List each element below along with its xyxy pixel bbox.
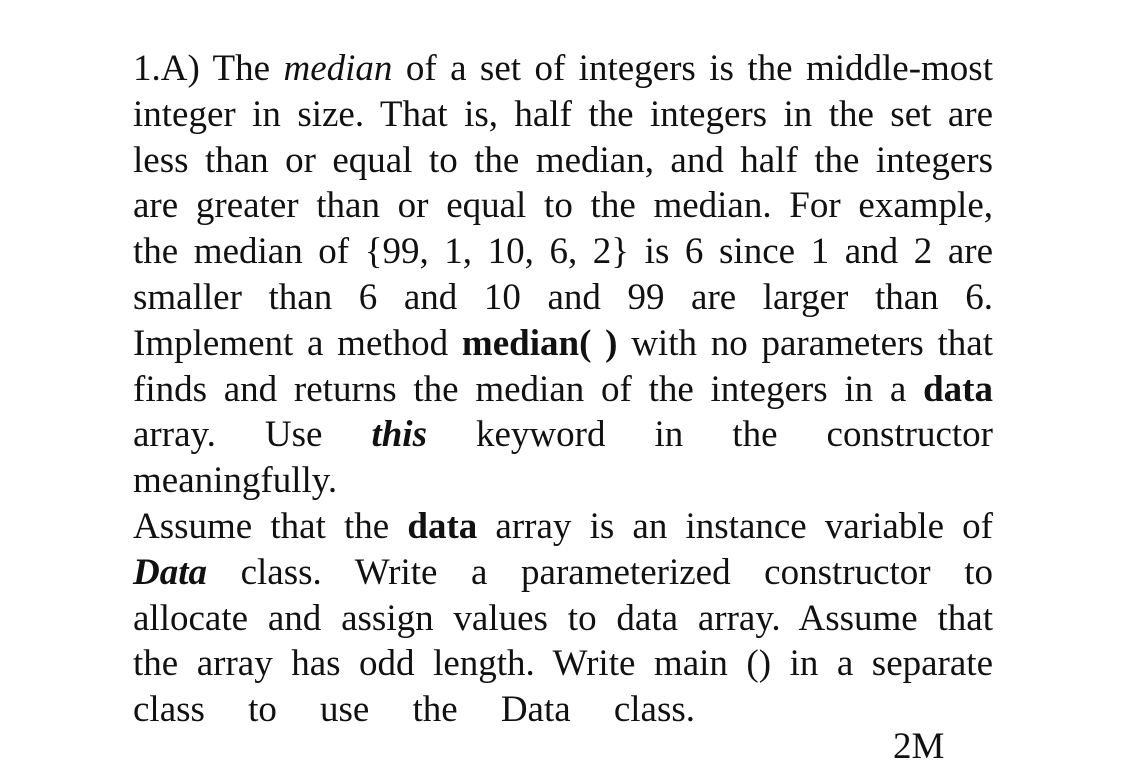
text-line: meaningfully. (133, 460, 338, 502)
text-line (133, 412, 993, 458)
text-line (133, 504, 993, 550)
text-span: with no parameters that (617, 322, 993, 364)
method-name-median: median( ) (461, 322, 618, 364)
text-span: Assume that the (133, 505, 408, 547)
question-paragraph-1 (133, 46, 993, 504)
text-line: the median of {99, 1, 10, 6, 2} is 6 since 1 and 2 are (133, 231, 993, 273)
text-line (133, 367, 993, 413)
text-span: keyword in the constructor (426, 414, 993, 456)
text-span: finds and returns the median of the integers in a (133, 368, 924, 410)
text-span: Implement a method (133, 322, 462, 364)
term-median: median (283, 48, 393, 89)
text-span: of a set of integers is the middle-most (392, 48, 993, 89)
text-span: array. Use (133, 414, 372, 456)
text-line (133, 46, 993, 92)
text-line (133, 321, 993, 367)
text-line: smaller than 6 and 10 and 99 are larger than 6. (133, 276, 993, 318)
text-line: less than or equal to the median, and half the integers (133, 139, 993, 181)
marks-label: 2M (893, 726, 945, 767)
question-paragraph-2 (133, 504, 993, 733)
text-line: the array has odd length. Write main () in a separate (133, 643, 993, 685)
text-span: class. Write a parameterized constructor to (207, 551, 993, 593)
text-line: integer in size. That is, half the integers in the set are (133, 93, 993, 135)
text-line: allocate and assign values to data array. Assume that (133, 597, 993, 639)
text-line: class to use the Data class. (133, 689, 695, 731)
term-data: data (923, 368, 993, 410)
question-text (133, 46, 993, 733)
text-line (133, 550, 993, 596)
class-name-data: Data (133, 551, 207, 593)
term-data: data (407, 505, 478, 547)
text-span: 1.A) The (133, 48, 284, 89)
keyword-this: this (371, 414, 427, 456)
text-span: array is an instance variable of (477, 505, 993, 547)
text-line: are greater than or equal to the median. For example, (133, 185, 993, 227)
